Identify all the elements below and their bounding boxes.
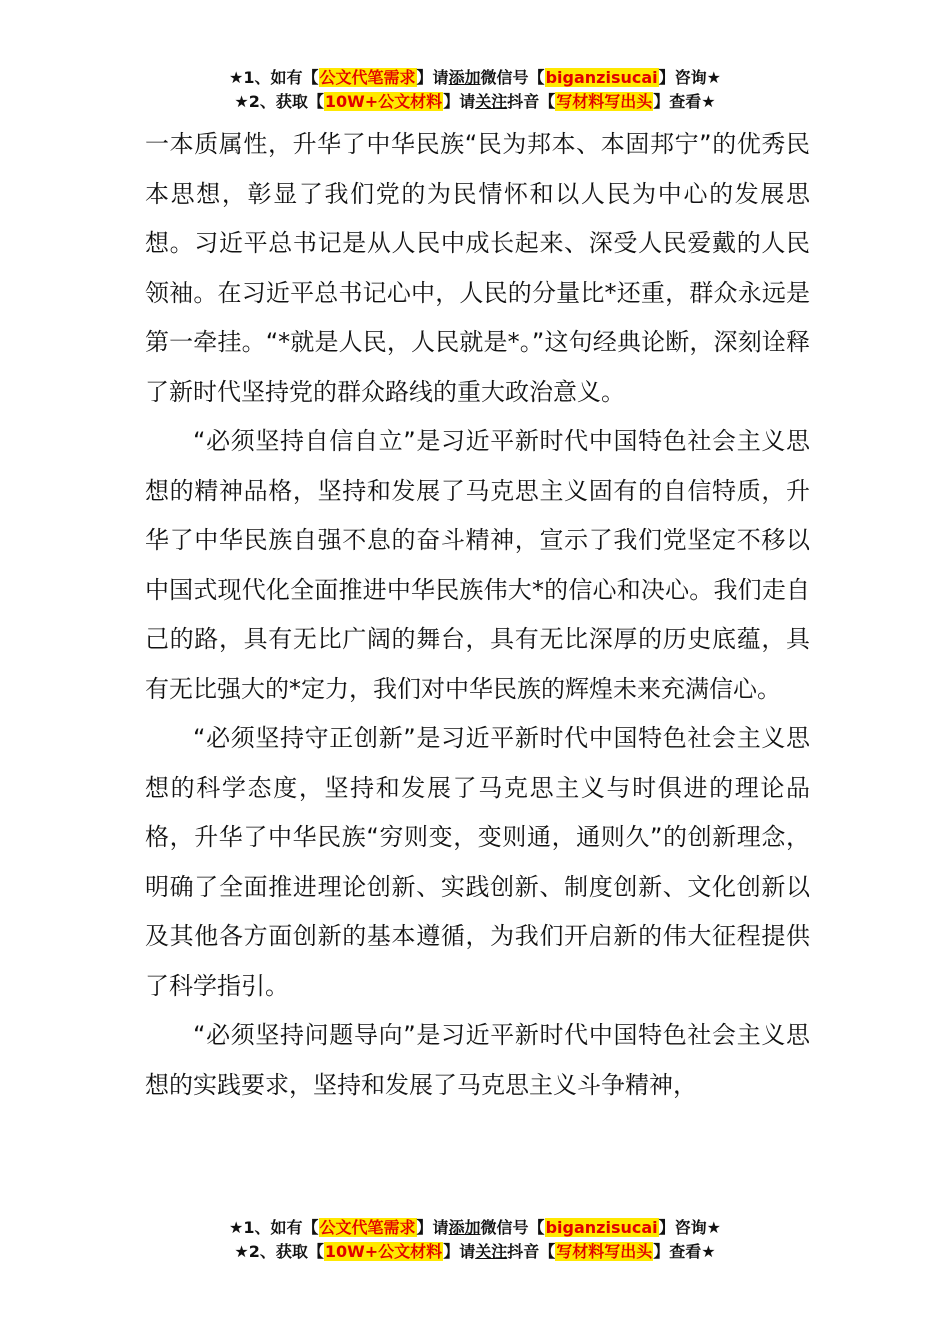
footer-banner — [0, 1216, 950, 1264]
banner-highlight-materials: 10W+公文材料 — [324, 1242, 443, 1261]
banner-text: 】咨询★ — [658, 68, 721, 87]
banner-highlight-service: 公文代笔需求 — [319, 1218, 416, 1237]
banner-text: 】请 — [443, 92, 476, 111]
paragraph-problem-oriented: “必须坚持问题导向”是习近平新时代中国特色社会主义思想的实践要求，坚持和发展了马克思主义斗争精神， — [145, 1021, 810, 1099]
paragraph-self-confidence: “必须坚持自信自立”是习近平新时代中国特色社会主义思想的精神品格，坚持和发展了马克思主义固有的自信特质，升华了中华民族自强不息的奋斗精神，宣示了我们党坚定不移以中国式现代化全面推进中华民族伟大*的信心和决心。我们走自己的路，具有无比广阔的舞台，具有无比深厚的历史底蕴，具有无比强大的*定力，我们对中华民族的辉煌未来充满信心。 — [145, 427, 810, 703]
banner-text: 微信号【 — [480, 1218, 545, 1237]
paragraph-innovation: “必须坚持守正创新”是习近平新时代中国特色社会主义思想的科学态度，坚持和发展了马克思主义与时俱进的理论品格，升华了中华民族“穷则变，变则通，通则久”的创新理念，明确了全面推进理论创新、实践创新、制度创新、文化创新以及其他各方面创新的基本遵循，为我们开启新的伟大征程提供了科学指引。 — [145, 724, 810, 1000]
footer-banner-line-1 — [0, 1216, 950, 1240]
banner-highlight-wechat-id: biganzisucai — [545, 1218, 658, 1237]
banner-underlined-text: 关注 — [475, 1242, 508, 1261]
banner-highlight-douyin-account: 写材料写出头 — [556, 92, 653, 111]
banner-highlight-service: 公文代笔需求 — [319, 68, 416, 87]
banner-text: ★1、如有【 — [229, 1218, 319, 1237]
banner-text: 】咨询★ — [658, 1218, 721, 1237]
banner-underlined-text: 添加 — [448, 68, 481, 87]
header-banner-line-2 — [0, 90, 950, 114]
banner-text: 抖音【 — [507, 92, 556, 111]
footer-banner-line-2 — [0, 1240, 950, 1264]
banner-text: 】请 — [416, 1218, 449, 1237]
banner-underlined-text: 关注 — [475, 92, 508, 111]
banner-text: 抖音【 — [507, 1242, 556, 1261]
banner-text: ★1、如有【 — [229, 68, 319, 87]
banner-text: 】请 — [443, 1242, 476, 1261]
paragraph-continuation: 一本质属性，升华了中华民族“民为邦本、本固邦宁”的优秀民本思想，彰显了我们党的为民情怀和以人民为中心的发展思想。习近平总书记是从人民中成长起来、深受人民爱戴的人民领袖。在习近平总书记心中，人民的分量比*还重，群众永远是第一牵挂。“*就是人民，人民就是*。”这句经典论断，深刻诠释了新时代坚持党的群众路线的重大政治意义。 — [145, 130, 810, 406]
banner-highlight-douyin-account: 写材料写出头 — [556, 1242, 653, 1261]
banner-text: 】请 — [416, 68, 449, 87]
banner-text: 】查看★ — [653, 1242, 716, 1261]
banner-text: 微信号【 — [480, 68, 545, 87]
header-banner — [0, 66, 950, 114]
banner-text: ★2、获取【 — [234, 92, 324, 111]
banner-text: ★2、获取【 — [234, 1242, 324, 1261]
header-banner-line-1 — [0, 66, 950, 90]
banner-text: 】查看★ — [653, 92, 716, 111]
banner-underlined-text: 添加 — [448, 1218, 481, 1237]
banner-highlight-materials: 10W+公文材料 — [324, 92, 443, 111]
banner-highlight-wechat-id: biganzisucai — [545, 68, 658, 87]
document-body — [145, 120, 810, 1110]
